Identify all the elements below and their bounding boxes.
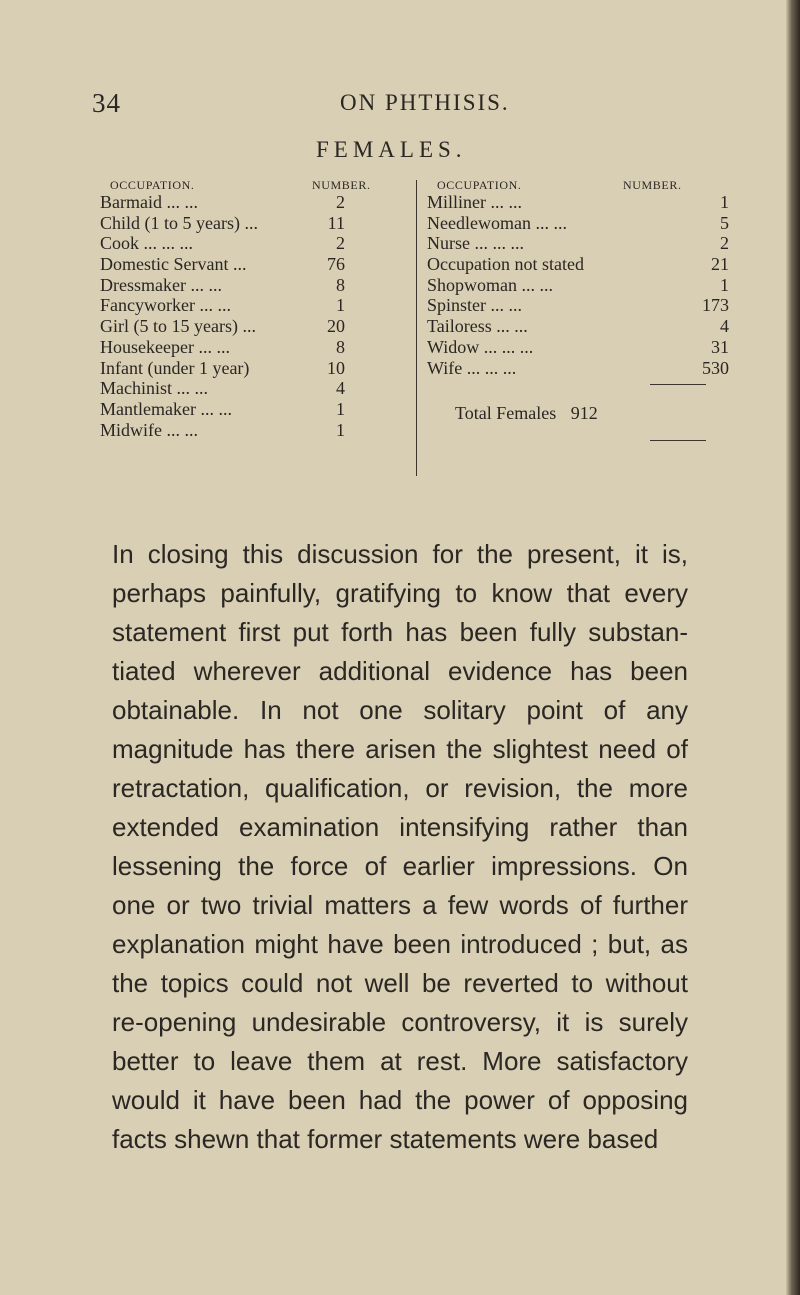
occupation-label: Cook ... ... ... [100,233,194,254]
occupation-label: Housekeeper ... ... [100,336,230,357]
table-row [427,357,729,379]
section-title: FEMALES. [316,137,467,162]
text-line: In closing this discussion for the present, it is, [112,539,688,569]
table-row [100,337,410,358]
table-row [100,378,410,399]
text-line: extended examination intensifying rather than [112,812,688,842]
table-row [100,399,410,420]
table-row [100,233,410,254]
occupation-count: 1 [336,419,345,440]
total-label: Total Females [455,403,557,423]
occupation-count: 31 [711,336,729,357]
occupation-count: 10 [327,357,345,378]
total-row [455,403,598,424]
sum-rule-top [650,384,706,385]
page-header [0,88,780,128]
occupation-label: Child (1 to 5 years) ... [100,212,258,233]
occupation-label: Nurse ... ... ... [427,233,524,254]
occupation-label: Mantlemaker ... ... [100,398,232,419]
text-line: the topics could not well be reverted to without [112,968,688,998]
occupation-count: 173 [702,295,729,316]
table-row [427,274,729,296]
occupation-label: Shopwoman ... ... [427,274,553,295]
occupation-count: 11 [327,212,345,233]
occupation-label: Girl (5 to 15 years) ... [100,316,256,337]
column-divider [416,180,417,476]
left-column-header [100,178,410,192]
text-line: lessening the force of earlier impressions. On [112,851,688,881]
occupation-label: Widow ... ... ... [427,336,534,357]
occupation-count: 1 [720,192,729,212]
occupation-count: 4 [720,316,729,337]
occupation-label: Fancyworker ... ... [100,295,231,316]
body-paragraph [112,535,688,1159]
occupation-count: 21 [711,254,729,275]
occupation-count: 8 [336,336,345,357]
occupation-count: 4 [336,378,345,399]
occupation-label: Occupation not stated [427,254,584,275]
running-head: ON PHTHISIS. [340,90,510,115]
page-number: 34 [92,88,121,118]
occupation-label: Dressmaker ... ... [100,274,222,295]
table-row [427,336,729,358]
occupation-label: Needlewoman ... ... [427,212,567,233]
occupation-label: Domestic Servant ... [100,254,247,275]
occupation-count: 20 [327,316,345,337]
occupation-label: Barmaid ... ... [100,192,198,212]
text-line: explanation might have been introduced ; but, as [112,929,688,959]
table-row [427,212,729,234]
occupation-count: 1 [720,274,729,295]
table-row [100,420,410,441]
occupation-label: Midwife ... ... [100,419,198,440]
table-row [427,233,729,254]
occupation-label: Machinist ... ... [100,378,208,399]
occupation-header: OCCUPATION. [437,178,522,192]
total-value: 912 [570,403,598,423]
text-line: statement first put forth has been fully substan- [112,617,688,647]
table-left-column [100,178,410,440]
table-row [100,275,410,296]
table-row [100,358,410,379]
sum-rule-bottom [650,440,706,441]
occupation-label: Milliner ... ... [427,192,522,212]
text-line: facts shewn that former statements were based [112,1124,659,1154]
text-line: magnitude has there arisen the slightest need of [112,734,688,764]
right-column-header [427,178,717,192]
text-line: tiated wherever additional evidence has been [112,656,688,686]
table-row [427,316,729,337]
table-row [427,192,729,213]
number-header: NUMBER. [312,178,371,192]
occupation-label: Spinster ... ... [427,295,523,316]
occupation-count: 2 [720,233,729,254]
occupation-label: Tailoress ... ... [427,316,528,337]
table-row [100,316,410,337]
occupation-count: 530 [702,357,729,378]
text-line: obtainable. In not one solitary point of any [112,695,688,725]
occupation-count: 2 [336,192,345,212]
table-row [427,254,729,275]
occupation-count: 1 [336,295,345,316]
text-line: re-opening undesirable controversy, it is surely [112,1007,688,1037]
text-line: perhaps painfully, gratifying to know that every [112,578,688,608]
table-right-column [427,178,729,423]
occupation-count: 5 [720,212,729,233]
table-row [100,192,410,213]
occupation-count: 8 [336,274,345,295]
occupation-count: 1 [336,398,345,419]
number-header: NUMBER. [623,178,682,192]
occupation-count: 76 [327,254,345,275]
text-line: one or two trivial matters a few words of further [112,890,688,920]
table-row [100,213,410,234]
occupation-label: Wife ... ... ... [427,357,517,378]
text-line: would it have been had the power of opposing [112,1085,688,1115]
table-row [100,254,410,275]
page-edge-shadow [786,0,800,1295]
table-row [100,295,410,316]
text-line: better to leave them at rest. More satisfactory [112,1046,688,1076]
table-row [427,295,729,316]
occupation-count: 2 [336,233,345,254]
occupation-header: OCCUPATION. [110,178,195,192]
text-line: retractation, qualification, or revision, the more [112,773,688,803]
occupation-label: Infant (under 1 year) [100,357,250,378]
